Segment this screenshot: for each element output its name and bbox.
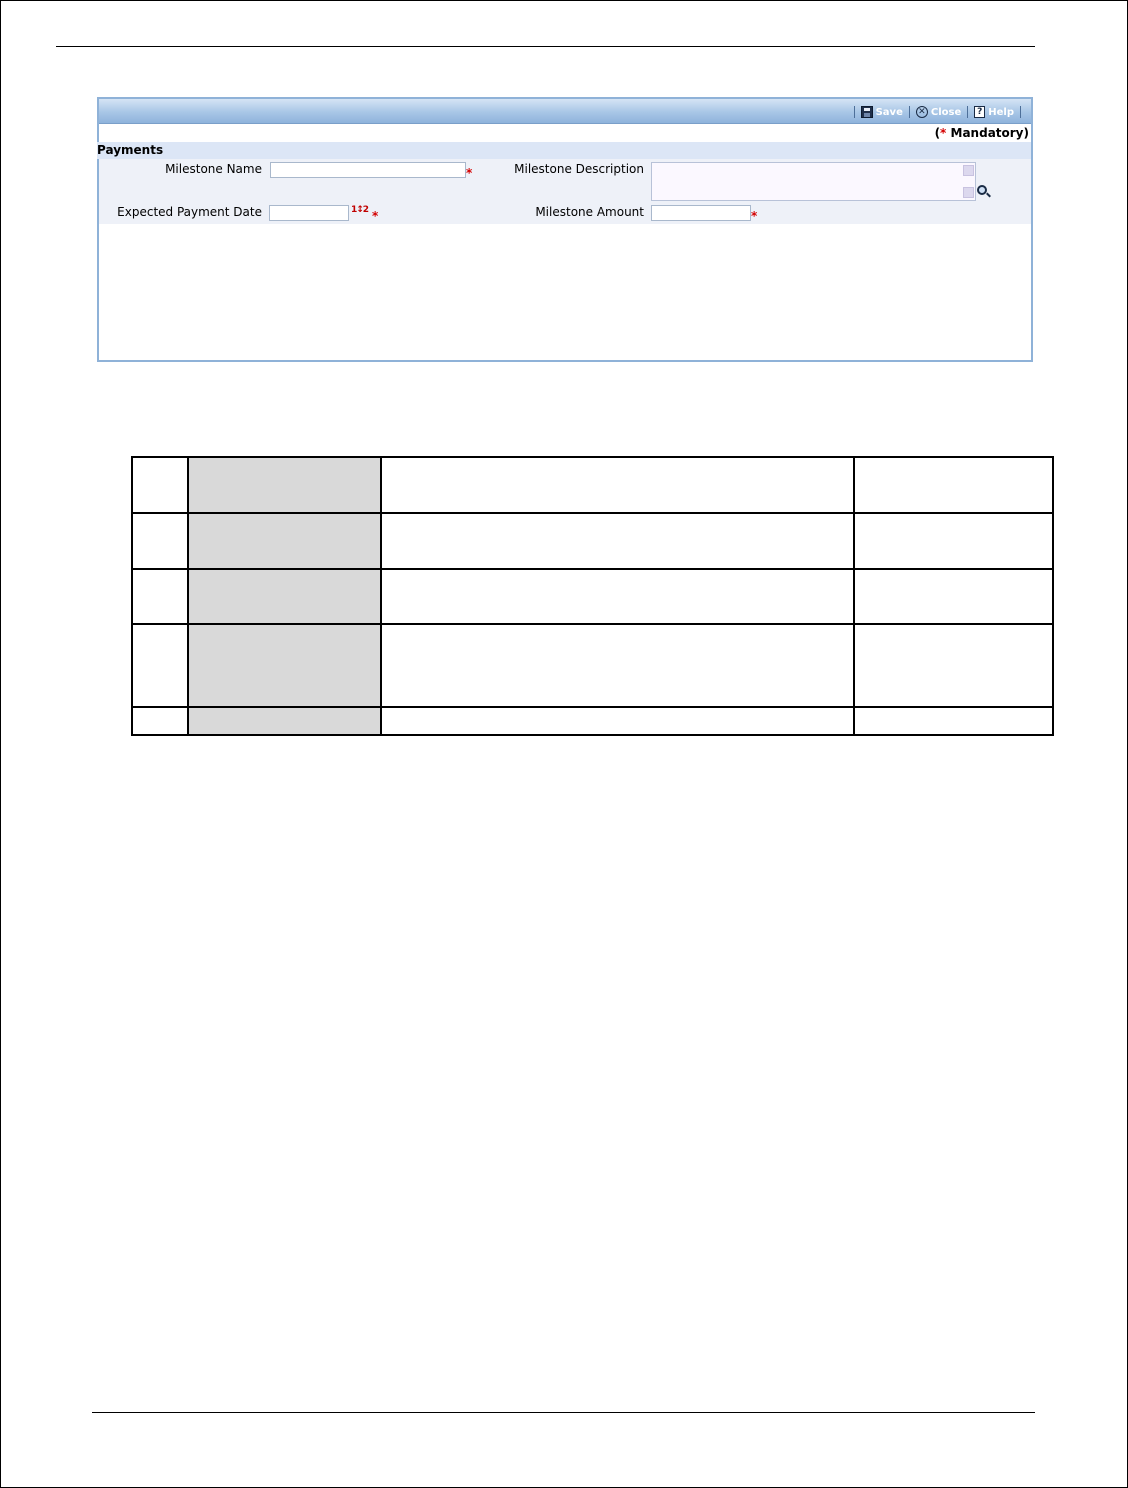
table-cell [188,624,381,707]
scroll-up-arrow-icon[interactable] [963,165,974,176]
table-cell [854,569,1053,624]
payments-panel [97,97,1033,362]
close-button[interactable] [916,106,961,118]
mandatory-legend [935,126,1029,140]
mandatory-star: * [940,126,947,140]
toolbar-separator [909,106,910,118]
save-button[interactable] [861,106,903,118]
milestone-amount-required-marker: * [751,209,758,223]
table-cell [854,624,1053,707]
toolbar-separator [1020,106,1021,118]
milestone-amount-label: Milestone Amount [535,205,644,219]
mandatory-label: Mandatory [950,126,1024,140]
table-cell [381,457,854,513]
table-cell [188,569,381,624]
table-cell [854,707,1053,735]
table-cell [381,707,854,735]
table-cell [132,457,188,513]
table-cell [381,513,854,569]
scroll-down-arrow-icon[interactable] [963,187,974,198]
table-cell [132,513,188,569]
table-cell [381,624,854,707]
mandatory-close-paren: ) [1023,126,1029,140]
table-row [132,569,1053,624]
milestone-name-input[interactable] [270,162,466,178]
milestone-name-required-marker: * [466,166,473,180]
help-icon: ? [974,106,985,118]
expected-payment-date-label: Expected Payment Date [117,205,262,219]
milestone-description-textarea[interactable] [651,162,976,201]
save-button-label: Save [875,106,903,118]
magnifier-icon[interactable] [977,185,987,195]
table-row [132,707,1053,735]
milestone-amount-input[interactable] [651,205,751,221]
section-title: Payments [97,143,164,157]
expected-payment-date-required-marker: * [372,209,379,223]
header-rule [56,46,1035,47]
table-cell [854,457,1053,513]
table-row [132,513,1053,569]
table-row [132,624,1053,707]
section-header-payments [97,142,1031,159]
close-circle-icon: ✕ [916,106,928,118]
table-cell [188,457,381,513]
help-button[interactable] [974,106,1014,118]
expected-payment-date-input[interactable] [269,205,349,221]
table-cell [188,707,381,735]
table-cell [854,513,1053,569]
toolbar-separator [854,106,855,118]
table-cell [132,569,188,624]
table-cell [132,624,188,707]
milestone-name-label: Milestone Name [165,162,262,176]
toolbar-actions [848,103,1027,121]
toolbar-separator [967,106,968,118]
table-cell [381,569,854,624]
field-description-table [131,456,1054,736]
table-row [132,457,1053,513]
milestone-description-label: Milestone Description [514,162,644,176]
footer-rule [92,1412,1035,1413]
mandatory-open-paren: ( [934,126,941,140]
table-cell [188,513,381,569]
close-button-label: Close [930,106,962,118]
floppy-disk-icon [861,106,873,118]
table-cell [132,707,188,735]
help-button-label: Help [988,106,1014,118]
toolbar [99,99,1031,124]
calendar-picker-icon[interactable]: 1↕2 [351,205,369,215]
